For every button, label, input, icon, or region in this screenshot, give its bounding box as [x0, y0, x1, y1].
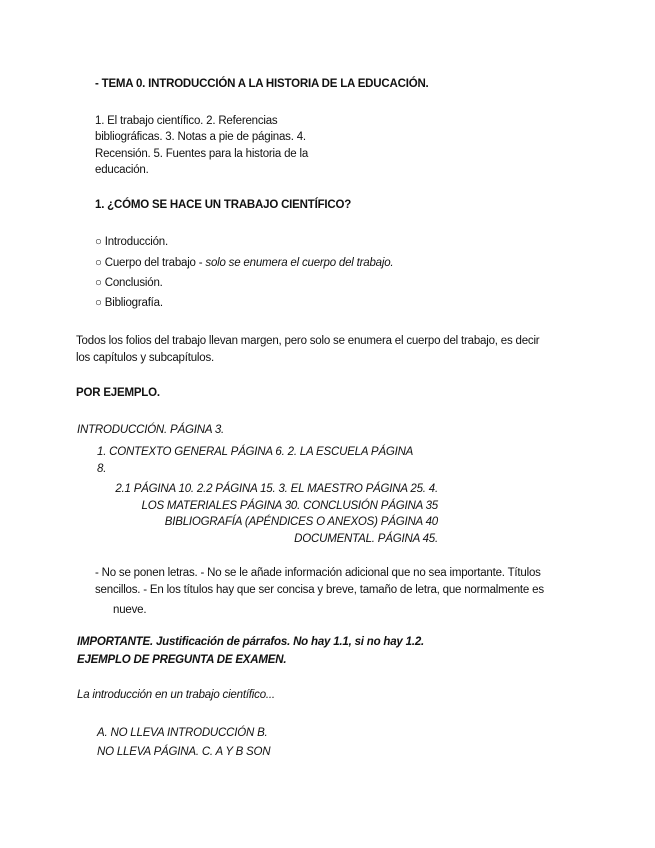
bullet-item — [95, 236, 168, 248]
bullet-text: ○ Cuerpo del trabajo - — [95, 257, 206, 269]
example-intro: INTRODUCCIÓN. PÁGINA 3. — [77, 424, 225, 436]
example-heading: POR EJEMPLO. — [76, 387, 160, 399]
exam-example-heading: EJEMPLO DE PREGUNTA DE EXAMEN. — [77, 654, 287, 666]
exam-question: La introducción en un trabajo científico... — [77, 689, 275, 701]
summary-line: 1. El trabajo científico. 2. Referencias — [95, 115, 278, 127]
bullet-item — [95, 277, 163, 289]
bullet-text: ○ Introducción. — [95, 236, 168, 248]
topics-summary — [95, 113, 308, 178]
example-lines-b — [92, 481, 438, 548]
bullet-note: solo se enumera el cuerpo del trabajo. — [205, 257, 394, 269]
bullet-text: ○ Bibliografía. — [95, 297, 163, 309]
section-heading: 1. ¿CÓMO SE HACE UN TRABAJO CIENTÍFICO? — [95, 199, 352, 211]
example-line: LOS MATERIALES PÁGINA 30. CONCLUSIÓN PÁGINA 35 — [141, 499, 438, 512]
bullet-item — [95, 257, 393, 269]
summary-line: Recensión. 5. Fuentes para la historia de la — [95, 147, 309, 160]
example-line: DOCUMENTAL. PÁGINA 45. — [294, 533, 438, 546]
bullet-item — [95, 297, 163, 309]
notes-line: nueve. — [113, 604, 147, 616]
example-line: 2.1 PÁGINA 10. 2.2 PÁGINA 15. 3. EL MAESTRO PÁGINA 25. 4. — [115, 483, 438, 495]
page-title: - TEMA 0. INTRODUCCIÓN A LA HISTORIA DE LA EDUCACIÓN. — [95, 78, 429, 90]
bullet-text: ○ Conclusión. — [95, 277, 163, 289]
answer-line: NO LLEVA PÁGINA. C. A Y B SON — [97, 746, 271, 758]
notes-line: sencillos. - En los títulos hay que ser concisa y breve, tamaño de letra, que normalmente es — [95, 584, 544, 596]
summary-line: educación. — [95, 163, 149, 176]
example-line: 8. — [97, 463, 107, 475]
paragraph-line: los capítulos y subcapítulos. — [76, 352, 215, 364]
body-paragraph — [76, 333, 539, 367]
example-lines-a — [97, 444, 413, 478]
answer-line: A. NO LLEVA INTRODUCCIÓN B. — [97, 727, 268, 739]
example-line: 1. CONTEXTO GENERAL PÁGINA 6. 2. LA ESCUELA PÁGINA — [97, 446, 414, 458]
exam-answers — [97, 724, 270, 762]
important-note: IMPORTANTE. Justificación de párrafos. No hay 1.1, si no hay 1.2. — [77, 636, 425, 648]
summary-line: bibliográficas. 3. Notas a pie de páginas. 4. — [95, 131, 306, 144]
paragraph-line: Todos los folios del trabajo llevan margen, pero solo se enumera el cuerpo del trabajo, es decir — [76, 335, 540, 347]
example-line: BIBLIOGRAFÍA (APÉNDICES O ANEXOS) PÁGINA 40 — [164, 516, 438, 529]
notes-line: - No se ponen letras. - No se le añade información adicional que no sea importante. Títulos — [95, 567, 541, 579]
